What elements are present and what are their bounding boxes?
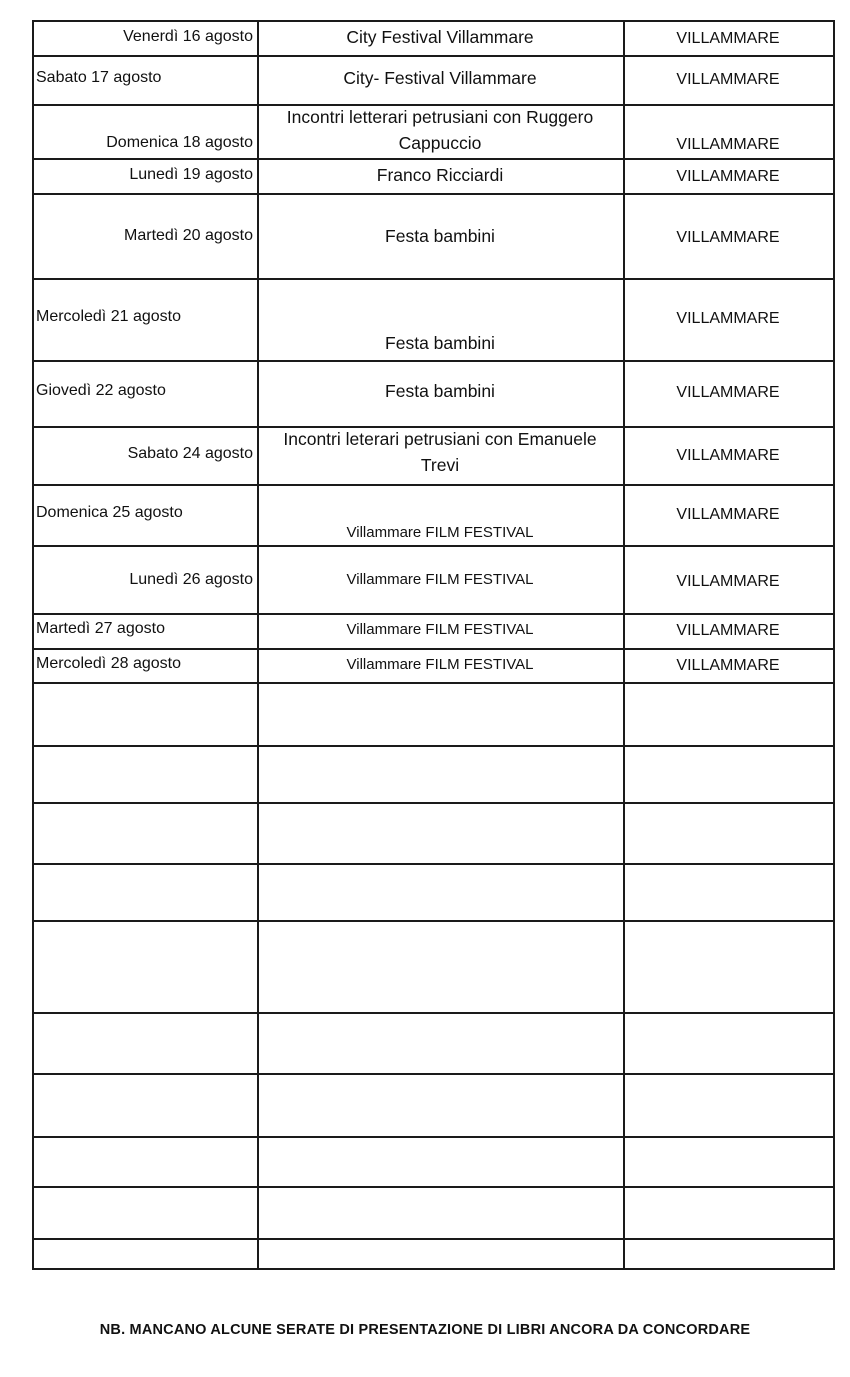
table-cell-date: Martedì 27 agosto <box>36 620 165 637</box>
table-cell-date: Sabato 17 agosto <box>36 69 162 86</box>
table-cell-place: VILLAMMARE <box>676 657 780 674</box>
table-cell-event: Festa bambini <box>385 381 495 401</box>
table-cell-place: VILLAMMARE <box>676 168 780 185</box>
table-cell-date: Giovedì 22 agosto <box>36 382 166 399</box>
table-row-border <box>32 613 835 615</box>
table-cell-place: VILLAMMARE <box>676 447 780 464</box>
table-cell-date: Sabato 24 agosto <box>127 445 253 462</box>
table-cell-place: VILLAMMARE <box>676 30 780 47</box>
table-column-border <box>32 20 34 1268</box>
table-cell-place: VILLAMMARE <box>676 136 780 153</box>
table-row-border <box>32 1136 835 1138</box>
table-cell-place: VILLAMMARE <box>676 71 780 88</box>
table-row-border <box>32 648 835 650</box>
table-cell-event: City- Festival Villammare <box>343 68 537 88</box>
table-row-border <box>32 1238 835 1240</box>
table-column-border <box>623 20 625 1268</box>
table-row-border <box>32 484 835 486</box>
table-cell-event: Villammare FILM FESTIVAL <box>346 656 534 673</box>
table-cell-place: VILLAMMARE <box>676 573 780 590</box>
table-cell-event: Incontri leterari petrusiani con Emanuele Trevi <box>283 429 597 475</box>
table-cell-date: Martedì 20 agosto <box>124 227 253 244</box>
table-row-border <box>32 682 835 684</box>
table-cell-place: VILLAMMARE <box>676 229 780 246</box>
table-cell-date: Mercoledì 28 agosto <box>36 655 181 672</box>
table-cell-place: VILLAMMARE <box>676 310 780 327</box>
table-row-border <box>32 1186 835 1188</box>
footnote: NB. MANCANO ALCUNE SERATE DI PRESENTAZIONE DI LIBRI ANCORA DA CONCORDARE <box>99 1322 751 1338</box>
table-cell-date: Mercoledì 21 agosto <box>36 308 181 325</box>
table-cell-date: Domenica 18 agosto <box>106 134 253 151</box>
table-row-border <box>32 193 835 195</box>
table-row-border <box>32 55 835 57</box>
table-cell-event: Festa bambini <box>385 226 495 246</box>
table-cell-place: VILLAMMARE <box>676 384 780 401</box>
table-row-border <box>32 745 835 747</box>
table-cell-event: Villammare FILM FESTIVAL <box>346 621 534 638</box>
table-cell-date: Lunedì 26 agosto <box>129 571 253 588</box>
table-column-border <box>257 20 259 1268</box>
table-cell-place: VILLAMMARE <box>676 506 780 523</box>
table-column-border <box>833 20 835 1268</box>
table-row-border <box>32 360 835 362</box>
table-cell-event: City Festival Villammare <box>346 27 534 47</box>
table-cell-event: Villammare FILM FESTIVAL <box>346 524 534 541</box>
table-cell-event: Franco Ricciardi <box>376 165 504 185</box>
table-row-border <box>32 863 835 865</box>
table-cell-date: Domenica 25 agosto <box>36 504 183 521</box>
table-row-border <box>32 1012 835 1014</box>
table-row-border <box>32 920 835 922</box>
table-row-border <box>32 158 835 160</box>
table-cell-event: Festa bambini <box>385 333 495 353</box>
table-row-border <box>32 802 835 804</box>
table-row-border <box>32 278 835 280</box>
table-cell-date: Lunedì 19 agosto <box>129 166 253 183</box>
table-cell-place: VILLAMMARE <box>676 622 780 639</box>
table-row-border <box>32 1268 835 1270</box>
table-row-border <box>32 20 835 22</box>
table-cell-date: Venerdì 16 agosto <box>123 28 253 45</box>
table-row-border <box>32 1073 835 1075</box>
table-cell-event: Incontri letterari petrusiani con Ruggero Cappuccio <box>286 107 594 153</box>
table-cell-event: Villammare FILM FESTIVAL <box>346 571 534 588</box>
